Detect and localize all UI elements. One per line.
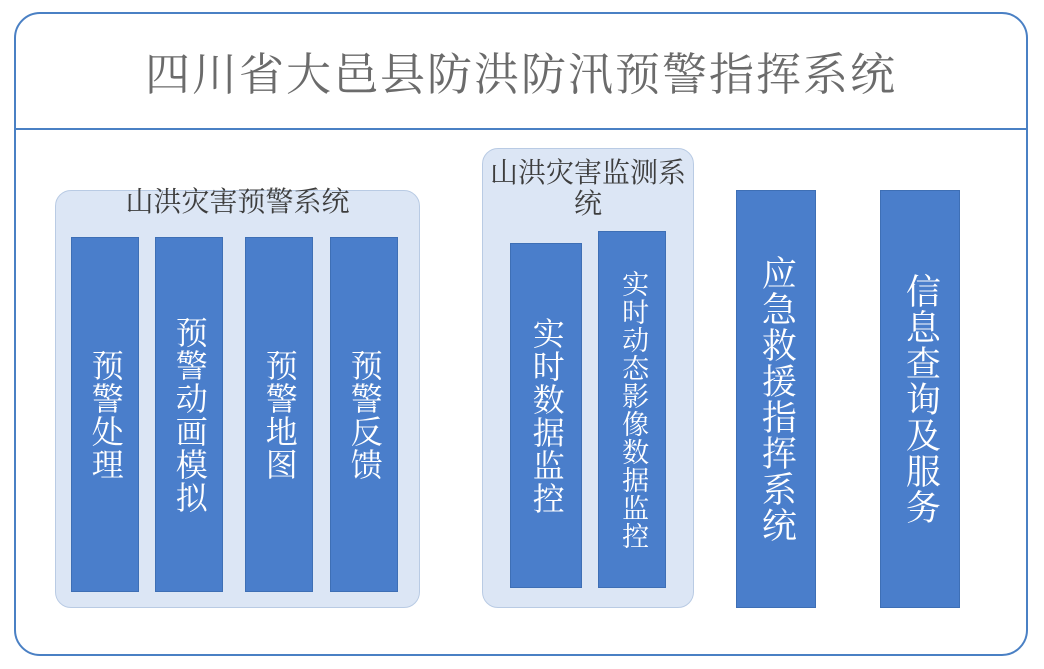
- emergency-rescue-command-system-card[interactable]: [736, 190, 816, 608]
- realtime-dynamic-image-data-monitoring-label: 实时动态影像数据监控: [617, 269, 649, 550]
- warning-map-label: 预警地图: [260, 348, 299, 481]
- information-query-and-service-label: 信息查询及服务: [900, 273, 941, 525]
- warning-processing-label: 预警处理: [86, 348, 125, 481]
- warning-processing-card[interactable]: [71, 237, 139, 592]
- warning-feedback-card[interactable]: [330, 237, 398, 592]
- page-title: 四川省大邑县防洪防汛预警指挥系统: [144, 47, 897, 101]
- realtime-data-monitoring-label: 实时数据监控: [527, 316, 566, 515]
- information-query-and-service-card[interactable]: [880, 190, 960, 608]
- monitoring-system-group-label: 山洪灾害监测系统: [490, 156, 687, 221]
- warning-animation-simulation-label: 预警动画模拟: [170, 315, 209, 514]
- warning-map-card[interactable]: [245, 237, 313, 592]
- warning-system-group-label: 山洪灾害预警系统: [125, 185, 350, 218]
- emergency-rescue-command-system-label: 应急救援指挥系统: [756, 255, 797, 543]
- realtime-dynamic-image-data-monitoring-card[interactable]: [598, 231, 666, 588]
- warning-animation-simulation-card[interactable]: [155, 237, 223, 592]
- warning-feedback-label: 预警反馈: [345, 348, 384, 481]
- title-band: [14, 12, 1028, 130]
- realtime-data-monitoring-card[interactable]: [510, 243, 582, 588]
